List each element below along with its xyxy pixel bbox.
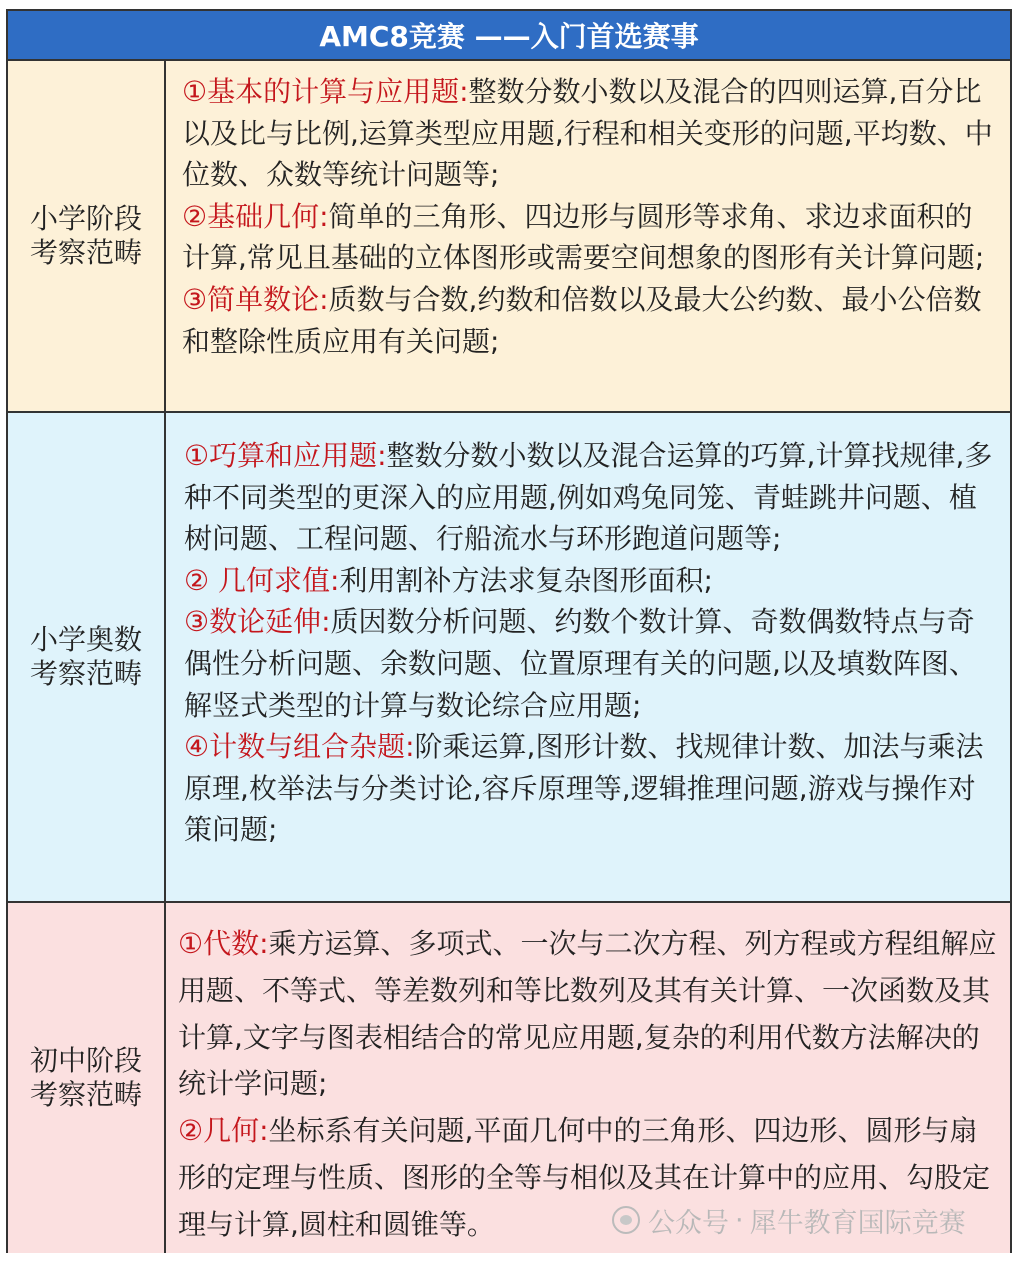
row-label-line: 考察范畴 (29, 1078, 142, 1111)
row-label (8, 903, 166, 1253)
topic-item (178, 921, 1000, 1108)
row-label-line: 初中阶段 (29, 1044, 142, 1077)
topic-text: 质因数分析问题、约数个数计算、奇数偶数特点与奇偶性分析问题、余数问题、位置原理有关的问题,以及填数阵图、解竖式类型的计算与数论综合应用题; (184, 605, 977, 722)
topic-item (182, 279, 1000, 362)
row-label-line: 考察范畴 (29, 657, 142, 690)
topic-title: ①基本的计算与应用题: (182, 75, 469, 108)
topic-text: 整数分数小数以及混合运算的巧算,计算找规律,多种不同类型的更深入的应用题,例如鸡兔同笼、青蛙跳井问题、植树问题、工程问题、行船流水与环形跑道问题等; (184, 439, 993, 556)
watermark-prefix: 公众号 (648, 1207, 729, 1239)
topic-title: ②几何: (178, 1114, 269, 1148)
topic-text: 坐标系有关问题,平面几何中的三角形、四边形、圆形与扇形的定理与性质、图形的全等与相似及其在计算中的应用、勾股定理与计算,圆柱和圆锥等。 (178, 1114, 991, 1241)
row-label-line: 小学奥数 (29, 623, 142, 656)
row-content (166, 61, 1010, 411)
topic-text: 利用割补方法求复杂图形面积; (339, 563, 713, 597)
table-title: AMC8竞赛 ——入门首选赛事 (319, 20, 699, 53)
topic-text: 阶乘运算,图形计数、找规律计数、加法与乘法原理,枚举法与分类讨论,容斥原理等,逻辑推理问题,游戏与操作对策问题; (184, 730, 984, 847)
topic-item (184, 560, 1000, 602)
topic-title: ④计数与组合杂题: (184, 730, 415, 764)
row-middle-school (8, 903, 1010, 1253)
amc8-table (6, 9, 1012, 1253)
topic-item (182, 196, 1000, 279)
topic-item (178, 1108, 1000, 1248)
topic-title: ③简单数论: (182, 282, 329, 316)
row-content (166, 413, 1010, 901)
row-label (8, 61, 166, 411)
topic-item (184, 601, 1000, 726)
topic-title: ③数论延伸: (184, 605, 331, 639)
topic-title: ①代数: (178, 927, 269, 960)
topic-item (182, 71, 1000, 196)
watermark-name: 犀牛教育国际竞赛 (749, 1207, 966, 1239)
row-primary-stage (8, 61, 1010, 413)
row-label (8, 413, 166, 901)
row-primary-olympiad (8, 413, 1010, 903)
topic-title: ①巧算和应用题: (184, 439, 387, 472)
topic-item (184, 435, 1000, 560)
topic-title: ②基础几何: (182, 199, 329, 233)
row-label-line: 小学阶段 (29, 202, 142, 235)
topic-title: ② 几何求值: (184, 563, 340, 597)
topic-text: 乘方运算、多项式、一次与二次方程、列方程或方程组解应用题、不等式、等差数列和等比数列及其有关计算、一次函数及其计算,文字与图表相结合的常见应用题,复杂的利用代数方法解决的统计学问题; (178, 927, 997, 1101)
table-header (8, 11, 1010, 61)
topic-text: 简单的三角形、四边形与圆形等求角、求边求面积的计算,常见且基础的立体图形或需要空间想象的图形有关计算问题; (182, 199, 985, 275)
topic-item (184, 726, 1000, 851)
row-content (166, 903, 1010, 1253)
row-label-line: 考察范畴 (29, 236, 142, 269)
topic-text: 整数分数小数以及混合的四则运算,百分比以及比与比例,运算类型应用题,行程和相关变形的问题,平均数、中位数、众数等统计问题等; (182, 75, 993, 192)
topic-text: 质数与合数,约数和倍数以及最大公约数、最小公倍数和整除性质应用有关问题; (182, 282, 982, 358)
watermark-separator: · (735, 1204, 744, 1236)
